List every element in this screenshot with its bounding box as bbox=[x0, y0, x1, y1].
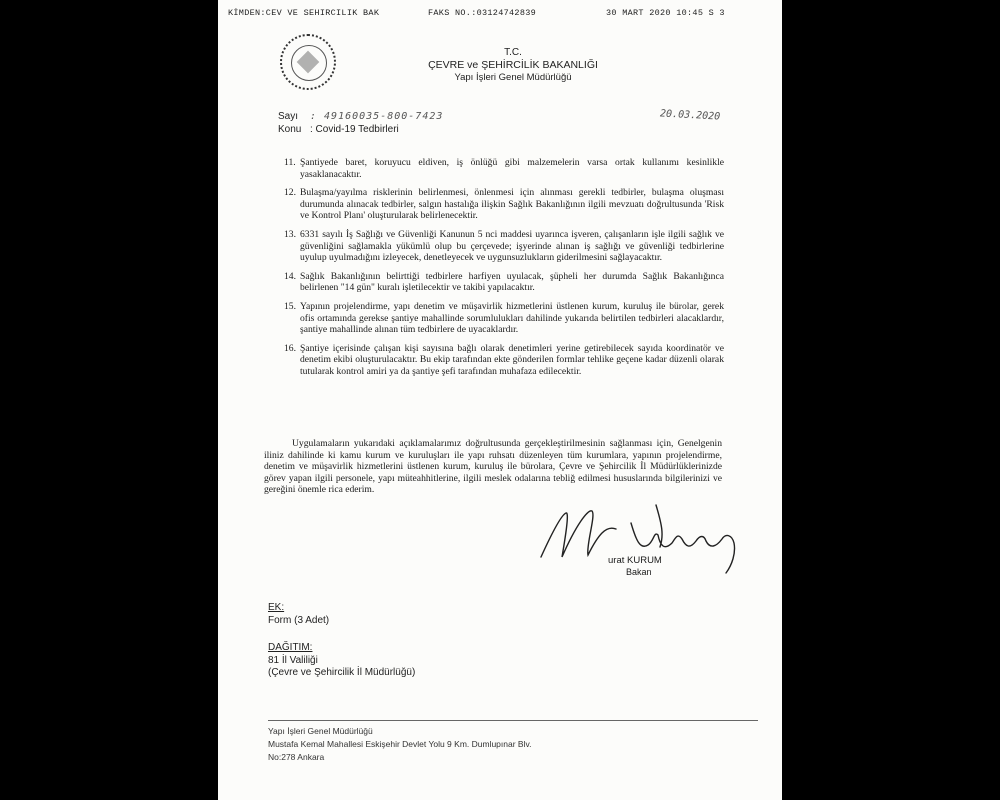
fax-from: KİMDEN:CEV VE SEHIRCILIK BAK bbox=[228, 8, 380, 18]
ministry-seal-icon bbox=[280, 34, 336, 90]
item-text: Sağlık Bakanlığının belirttiği tedbirlere harfiyen uyulacak, şüpheli her durumda Sağlık Bakanlığınca belirlenen "14 gün" kuralı işletilecektir ve takibi yapılacaktır. bbox=[300, 270, 724, 294]
list-item bbox=[284, 187, 724, 222]
letterhead-tc: T.C. bbox=[504, 47, 522, 58]
item-number: 14. bbox=[284, 270, 296, 282]
item-text: Yapının projelendirme, yapı denetim ve müşavirlik hizmetlerini üstlenen kurum, kuruluş ile bürolar, gerek ofis ortamında gerekse şantiye mahallinde sorumlulukları dahilinde yukarıda belirtilen tedbirleri alacaklardır, şantiye mahallinde alınan tüm tedbirlere de uyacaklardır. bbox=[300, 300, 724, 336]
fax-number: FAKS NO.:03124742839 bbox=[428, 8, 537, 18]
ek-section bbox=[268, 602, 329, 627]
konu-row bbox=[278, 124, 399, 135]
dagitim-line2: (Çevre ve Şehircilik İl Müdürlüğü) bbox=[268, 667, 416, 678]
list-item bbox=[284, 229, 724, 264]
footer-divider bbox=[268, 720, 758, 721]
item-text: Şantiyede baret, koruyucu eldiven, iş önlüğü gibi malzemelerin varsa ortak kullanımı kesinlikle yasaklanacaktır. bbox=[300, 157, 724, 180]
footer-line2: Mustafa Kemal Mahallesi Eskişehir Devlet Yolu 9 Km. Dumlupınar Blv. bbox=[268, 739, 532, 749]
footer-line1: Yapı İşleri Genel Müdürlüğü bbox=[268, 726, 373, 736]
dagitim-heading: DAĞITIM: bbox=[268, 642, 313, 653]
item-number: 16. bbox=[284, 342, 296, 354]
sayi-row bbox=[278, 111, 443, 122]
letterhead-directorate: Yapı İşleri Genel Müdürlüğü bbox=[454, 72, 572, 83]
dagitim-line1: 81 İl Valiliği bbox=[268, 654, 318, 666]
item-text: Bulaşma/yayılma risklerinin belirlenmesi, önlenmesi için alınması gerekli tedbirler, bulaşma oluşması durumunda alınacak tedbirler, salgın hastalığa ilişkin Sağlık Bakanlığının ilgili mevzuatı doğrultusunda 'Risk ve Kontrol Planı' oluşturularak belirlenecektir. bbox=[300, 187, 724, 222]
footer-line3: No:278 Ankara bbox=[268, 752, 325, 762]
document-date: 20.03.2020 bbox=[659, 108, 721, 123]
closing-paragraph: Uygulamaların yukarıdaki açıklamalarımız doğrultusunda gerçekleştirilmesinin sağlanması için, Genelgenin iliniz dahilinde ki kamu kurum ve kuruluşları ile yapı ruhsatı düzenleyen tüm kurumlara, yapının projelendirme, denetim ve müşavirlik hizmetlerini üstlenen kurum, kuruluş ile bürolara, Çevre ve Şehircilik İl Müdürlüklerinizde görev yapan ilgili personele, yapı müteahhitlerine, ilgili meslek odalarına tebliğ edilmesi hususlarında bilgilerinizi ve gereğini önemle rica ederim. bbox=[264, 438, 722, 496]
footer-address bbox=[268, 725, 531, 764]
list-item bbox=[284, 301, 724, 336]
letterhead-ministry: ÇEVRE ve ŞEHİRCİLİK BAKANLIĞI bbox=[428, 59, 598, 71]
fax-datetime: 30 MART 2020 10:45 S 3 bbox=[606, 8, 725, 18]
sayi-label: Sayı bbox=[278, 111, 299, 122]
ek-line: Form (3 Adet) bbox=[268, 614, 330, 626]
ek-heading: EK: bbox=[268, 602, 285, 613]
item-text: 6331 sayılı İş Sağlığı ve Güvenliği Kanunun 5 nci maddesi uyarınca işveren, çalışanların işle ilgili sağlık ve güvenliğini sağlamakla yükümlü olup bu çerçevede; işyerinde alınan iş sağlığı ve güvenliği tedbirlerine uyulup uyulmadığını izleyecek, denetleyecek ve uygunsuzlukların giderilmesini sağlayacaktır. bbox=[300, 228, 724, 264]
document-page bbox=[218, 0, 782, 800]
dagitim-section bbox=[268, 642, 415, 680]
signatory-name: urat KURUM bbox=[608, 555, 662, 566]
item-number: 13. bbox=[284, 228, 296, 240]
item-number: 11. bbox=[284, 157, 296, 168]
sayi-value: : 49160035-800-7423 bbox=[310, 111, 444, 122]
item-text: Şantiye içerisinde çalışan kişi sayısına bağlı olarak denetimleri yerine getirebilecek sayıda koordinatör ve denetim ekibi oluşturulacaktır. Bu ekip tarafından ekte gönderilen formlar tehlike geçene kadar düzenli olarak tutularak kontrol amiri ya da şantiye şefi tarafından muhafaza edilecektir. bbox=[300, 342, 724, 377]
list-item bbox=[284, 343, 724, 378]
measures-list bbox=[284, 157, 724, 385]
item-number: 12. bbox=[284, 187, 296, 199]
konu-label: Konu bbox=[278, 124, 302, 135]
konu-value: : Covid-19 Tedbirleri bbox=[310, 124, 399, 135]
list-item bbox=[284, 157, 724, 180]
signatory-title: Bakan bbox=[626, 567, 652, 577]
item-number: 15. bbox=[284, 300, 296, 312]
list-item bbox=[284, 271, 724, 294]
